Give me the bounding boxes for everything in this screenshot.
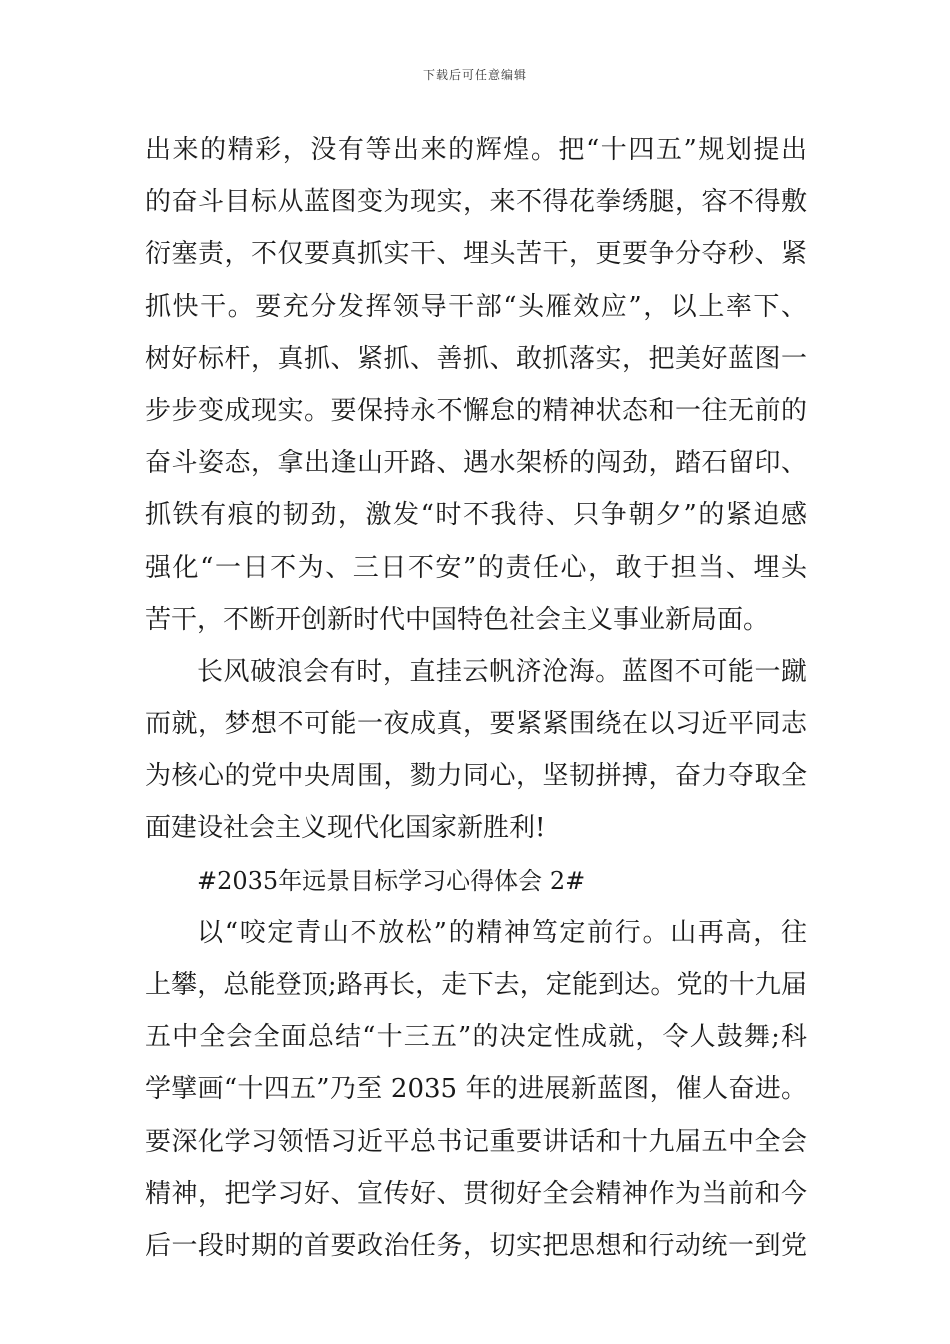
- section-heading: #2035年远景目标学习心得体会 2#: [197, 866, 586, 895]
- text-line: 上攀，总能登顶;路再长，走下去，定能到达。党的十九届: [145, 970, 807, 1000]
- text-line: 苦干，不断开创新时代中国特色社会主义事业新局面。: [145, 604, 770, 635]
- page-header-note: 下载后可任意编辑: [422, 68, 527, 82]
- text-line: 学擘画“十四五”乃至 2035 年的进展新蓝图，催人奋进。: [145, 1074, 807, 1105]
- text-line: 五中全会全面总结“十三五”的决定性成就，令人鼓舞;科: [145, 1022, 807, 1053]
- text-line: 的奋斗目标从蓝图变为现实，来不得花拳绣腿，容不得敷: [145, 187, 807, 218]
- text-line: 强化“一日不为、三日不安”的责任心，敢于担当、埋头: [145, 552, 807, 583]
- paragraph-first-line: 长风破浪会有时，直挂云帆济沧海。蓝图不可能一蹴: [197, 656, 807, 687]
- text-line: 抓快干。要充分发挥领导干部“头雁效应”，以上率下、: [145, 291, 807, 322]
- text-line: 而就，梦想不可能一夜成真，要紧紧围绕在以习近平同志: [145, 709, 807, 740]
- text-line: 奋斗姿态，拿出逢山开路、遇水架桥的闯劲，踏石留印、: [145, 448, 807, 479]
- text-line: 衍塞责，不仅要真抓实干、埋头苦干，更要争分夺秒、紧: [145, 239, 807, 270]
- text-line: 树好标杆，真抓、紧抓、善抓、敢抓落实，把美好蓝图一: [145, 343, 807, 374]
- text-line: 后一段时期的首要政治任务，切实把思想和行动统一到党: [145, 1230, 807, 1261]
- text-line: 抓铁有痕的韧劲，激发“时不我待、只争朝夕”的紧迫感: [145, 500, 807, 531]
- text-line: 精神，把学习好、宣传好、贯彻好全会精神作为当前和今: [145, 1178, 807, 1209]
- text-line: 面建设社会主义现代化国家新胜利!: [145, 813, 546, 844]
- text-line: 步步变成现实。要保持永不懈怠的精神状态和一往无前的: [145, 395, 807, 426]
- text-line: 为核心的党中央周围，勠力同心，坚韧拼搏，奋力夺取全: [145, 761, 807, 792]
- text-line: 要深化学习领悟习近平总书记重要讲话和十九届五中全会: [145, 1126, 807, 1157]
- paragraph-first-line: 以“咬定青山不放松”的精神笃定前行。山再高，往: [197, 917, 807, 948]
- text-line: 出来的精彩，没有等出来的辉煌。把“十四五”规划提出: [145, 135, 807, 165]
- document-body: [145, 124, 807, 1272]
